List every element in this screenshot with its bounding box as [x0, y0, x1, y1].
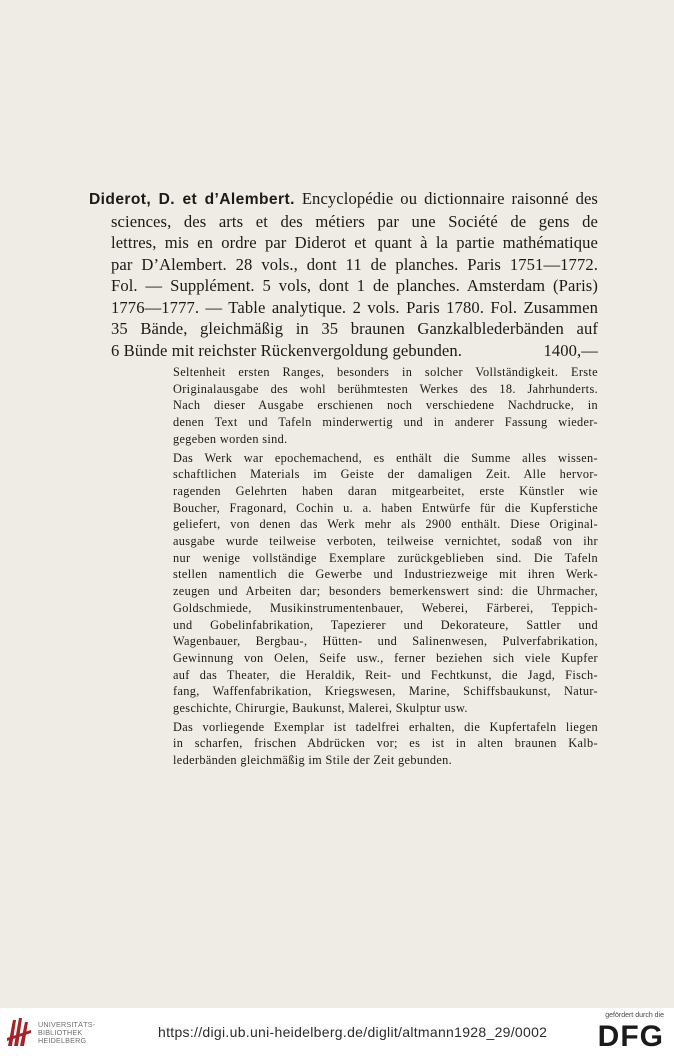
note-line: auf das Theater, die Heraldik, Reit- und Fechtkunst, die Jagd, Fisch-	[173, 667, 598, 682]
note-line: nur wenige vollständige Exemplare zurückgeblieben sind. Die Tafeln	[173, 550, 598, 565]
entry-line: lettres, mis en ordre par Diderot et quant à la partie mathématique	[111, 233, 598, 252]
note-line: Das Werk war epochemachend, es enthält die Summe alles wissen-	[173, 450, 598, 465]
note-line: geliefert, von denen das Werk mehr als 2900 enthält. Diese Original-	[173, 517, 598, 532]
note-line: Originalausgabe des wohl berühmtesten Werkes des 18. Jahrhunderts.	[173, 381, 598, 396]
entry-line: 35 Bände, gleichmäßig in 35 braunen Ganzkalblederbänden auf	[111, 319, 598, 338]
note-line: zeugen und Arbeiten dar; besonders bemerkenswert sind: die Uhrmacher,	[173, 584, 598, 599]
entry-notes	[173, 364, 598, 769]
entry-author: Diderot, D. et d’Alembert.	[89, 191, 295, 208]
note-line: stellen namentlich die Gewerbe und Industriezweige mit ihren Werk-	[173, 567, 598, 582]
entry-line: sciences, des arts et des métiers par une Société de gens de	[111, 211, 598, 231]
entry-first-line	[89, 188, 598, 211]
entry-price: 1400,—	[543, 340, 598, 360]
note-paragraph	[173, 364, 598, 448]
university-library-name	[38, 1021, 95, 1045]
note-line: denen Text und Tafeln minderwertig und in anderer Fassung wieder-	[173, 415, 598, 430]
entry-main-text	[89, 188, 598, 361]
entry-line: Fol. — Supplément. 5 vols, dont 1 de planches. Amsterdam (Paris)	[111, 276, 598, 295]
library-name-line: HEIDELBERG	[38, 1036, 87, 1045]
entry-line: 1776—1777. — Table analytique. 2 vols. Paris 1780. Fol. Zusammen	[111, 297, 598, 317]
note-line: lederbänden gleichmäßig im Stile der Zeit gebunden.	[173, 753, 453, 768]
note-line: und Gobelinfabrikation, Tapezierer und Dekorateure, Sattler und	[173, 617, 598, 632]
note-line: Das vorliegende Exemplar ist tadelfrei erhalten, die Kupfertafeln liegen	[173, 719, 598, 734]
library-name-line: UNIVERSITÄTS-	[38, 1020, 96, 1029]
permalink-url[interactable]: https://digi.ub.uni-heidelberg.de/diglit/altmann1928_29/0002	[158, 1024, 548, 1040]
note-line: schaftlichen Materials im Geiste der damaligen Zeit. Alle hervor-	[173, 467, 598, 482]
note-line: ragenden Gelehrten haben daran mitgearbeitet, erste Künstler wie	[173, 483, 598, 498]
note-line: Gewinnung von Oelen, Seife usw., ferner beziehen sich viele Kupfer	[173, 650, 598, 665]
note-line: Boucher, Fragonard, Cochin u. a. haben Entwürfe für die Kupferstiche	[173, 500, 598, 515]
library-name-line: BIBLIOTHEK	[38, 1028, 83, 1037]
funding-caption: gefördert durch die	[605, 1012, 664, 1019]
note-paragraph	[173, 450, 598, 717]
dfg-logo: DFG	[597, 1020, 664, 1053]
viewer-footer	[0, 1008, 674, 1056]
note-line: fang, Waffenfabrikation, Kriegswesen, Marine, Schiffsbaukunst, Natur-	[173, 684, 598, 699]
entry-line: par D’Alembert. 28 vols., dont 11 de planches. Paris 1751—1772.	[111, 254, 598, 274]
note-line: Seltenheit ersten Ranges, besonders in solcher Vollständigkeit. Erste	[173, 365, 598, 379]
note-line: geschichte, Chirurgie, Baukunst, Malerei, Skulptur usw.	[173, 701, 468, 716]
note-line: gegeben worden sind.	[173, 431, 288, 446]
note-line: Wagenbauer, Bergbau-, Hütten- und Salinenwesen, Pulverfabrikation,	[173, 634, 598, 649]
university-library-logo-icon	[6, 1016, 32, 1048]
entry-line: Encyclopédie ou dictionnaire raisonné des	[301, 189, 598, 208]
note-line: Nach dieser Ausgabe erschienen noch verschiedene Nachdrucke, in	[173, 398, 598, 413]
catalog-entry	[89, 188, 598, 771]
note-line: Goldschmiede, Musikinstrumentenbauer, Weberei, Färberei, Teppich-	[173, 600, 598, 615]
note-line: in scharfen, frischen Abdrücken vor; es ist in alten braunen Kalb-	[173, 736, 598, 751]
entry-line: 6 Bünde mit reichster Rückenvergoldung gebunden.	[111, 340, 463, 360]
entry-last-line	[89, 340, 598, 362]
note-paragraph	[173, 719, 598, 769]
note-line: ausgabe wurde teilweise verboten, teilweise vernichtet, sodaß von ihr	[173, 534, 598, 549]
